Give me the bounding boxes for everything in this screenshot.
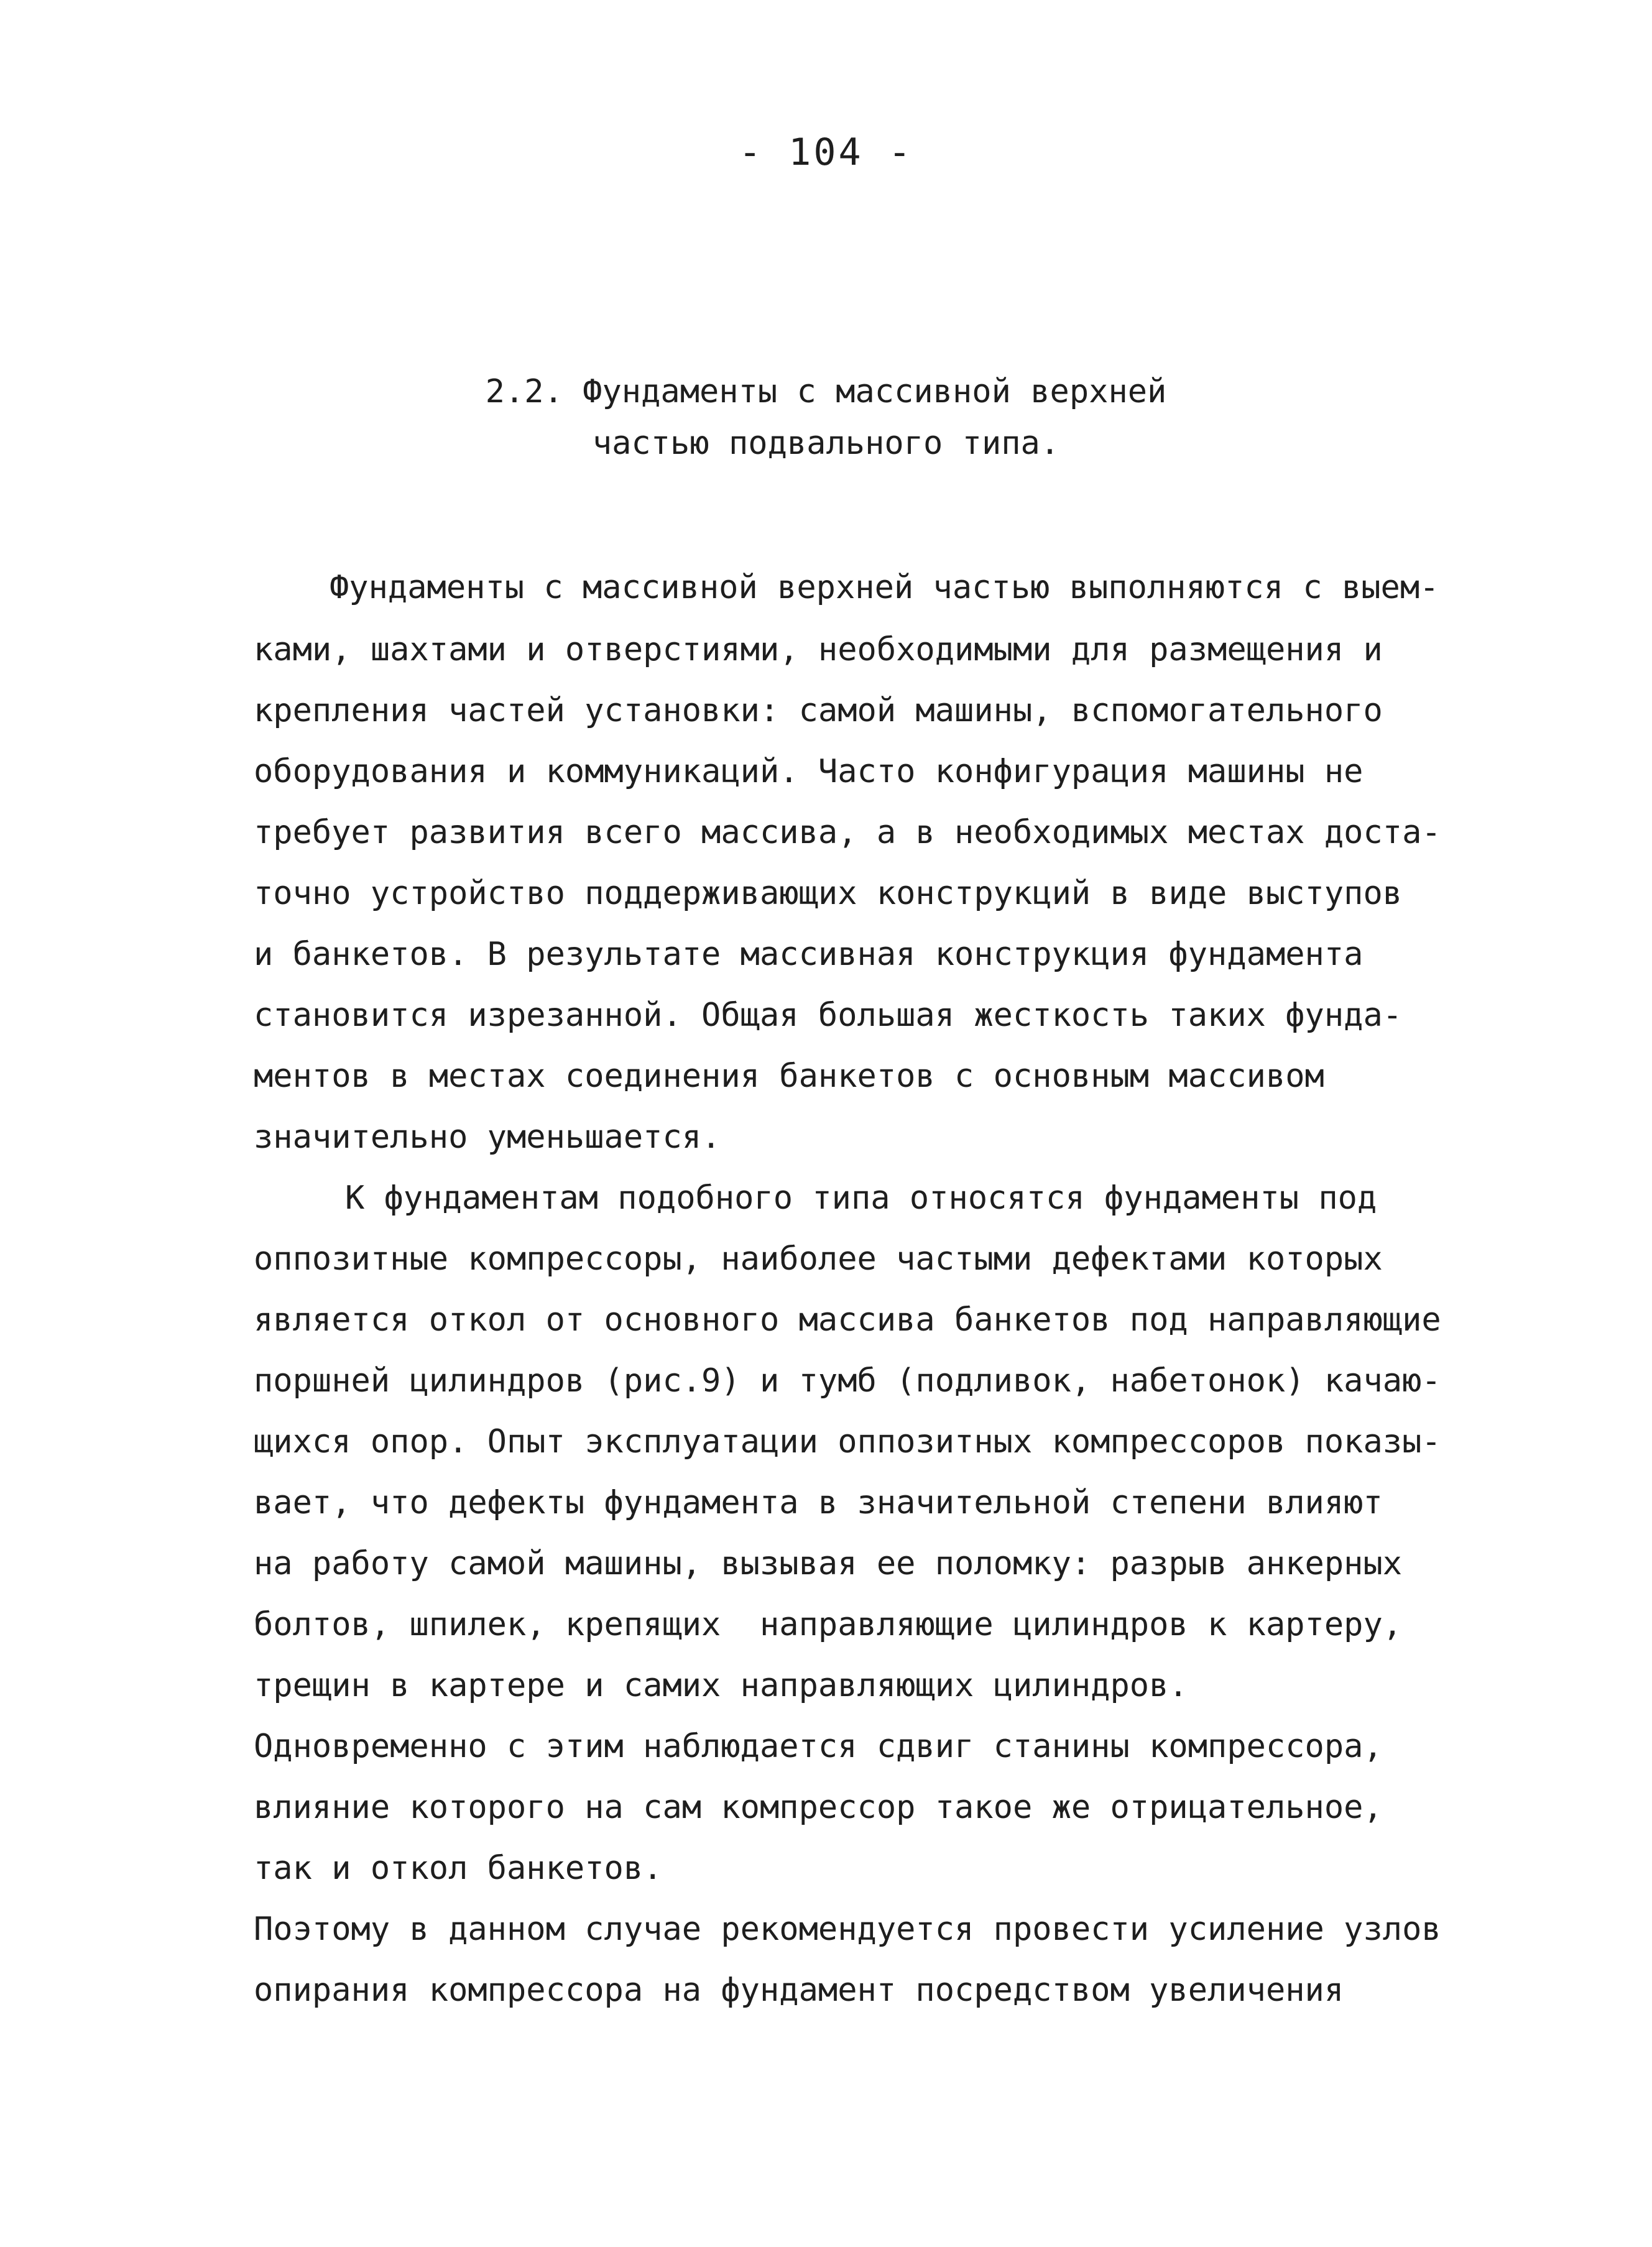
body-line: является откол от основного массива банкетов под направляющие [254, 1301, 1441, 1339]
body-line: К фундаментам подобного типа относятся фундаменты под [345, 1179, 1377, 1217]
body-line: влияние которого на сам компрессор такое же отрицательное, [254, 1789, 1383, 1826]
section-heading-line2: частью подвального типа. [592, 425, 1060, 462]
body-line: оборудования и коммуникаций. Часто конфигурация машины не [254, 753, 1364, 790]
body-line: и банкетов. В результате массивная конструкция фундамента [254, 936, 1364, 973]
body-line: Поэтому в данном случае рекомендуется провести усиление узлов [254, 1911, 1441, 1948]
body-line: трещин в картере и самих направляющих цилиндров. [254, 1667, 1188, 1704]
body-line: щихся опор. Опыт эксплуатации оппозитных компрессоров показы- [254, 1423, 1441, 1460]
section-heading: 2.2. Фундаменты с массивной верхней [485, 373, 1167, 410]
body-line: Фундаменты с массивной верхней частью выполняются с выем- [330, 569, 1439, 606]
body-line: ментов в местах соединения банкетов с основным массивом [254, 1058, 1324, 1095]
body-line: на работу самой машины, вызывая ее поломку: разрыв анкерных [254, 1545, 1403, 1582]
body-line: становится изрезанной. Общая большая жесткость таких фунда- [254, 997, 1403, 1034]
body-line: крепления частей установки: самой машины, вспомогательного [254, 692, 1383, 729]
body-line: значительно уменьшается. [254, 1119, 721, 1156]
page-number: - 104 - [739, 131, 913, 174]
body-line: опирания компрессора на фундамент посредством увеличения [254, 1972, 1344, 2009]
body-line: оппозитные компрессоры, наиболее частыми дефектами которых [254, 1240, 1383, 1278]
body-line: вает, что дефекты фундамента в значительной степени влияют [254, 1484, 1383, 1521]
body-line: болтов, шпилек, крепящих направляющие цилиндров к картеру, [254, 1606, 1403, 1643]
body-line: ками, шахтами и отверстиями, необходимыми для размещения и [254, 631, 1383, 668]
body-line: Одновременно с этим наблюдается сдвиг станины компрессора, [254, 1728, 1383, 1765]
body-line: поршней цилиндров (рис.9) и тумб (подливок, набетонок) качаю- [254, 1362, 1441, 1400]
body-line: требует развития всего массива, а в необходимых местах доста- [254, 814, 1441, 851]
body-line: так и откол банкетов. [254, 1850, 663, 1887]
body-line: точно устройство поддерживающих конструкций в виде выступов [254, 875, 1403, 912]
